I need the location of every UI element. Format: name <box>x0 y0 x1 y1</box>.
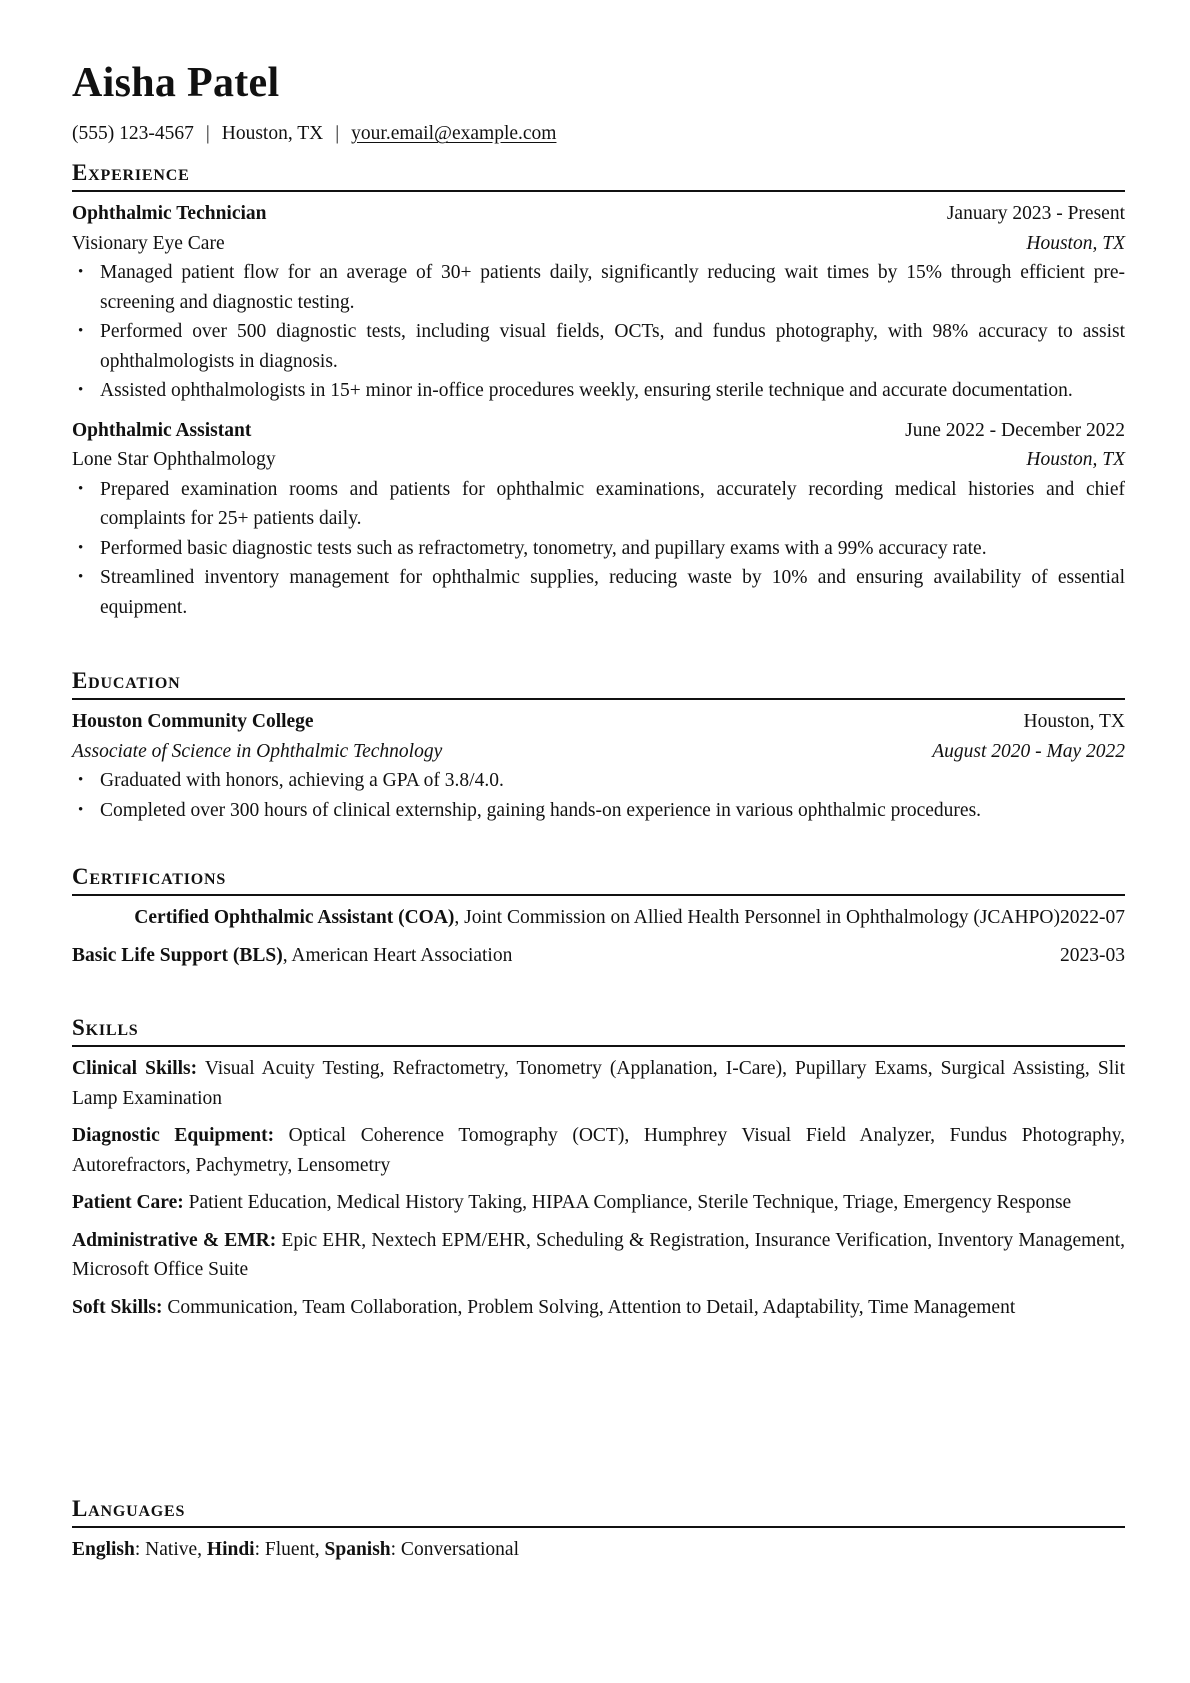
language-level: : Fluent, <box>254 1539 325 1560</box>
job-dates: January 2023 - Present <box>946 203 1125 224</box>
section-heading-experience: Experience <box>72 158 1125 192</box>
certification-date: 2023-03 <box>1060 944 1125 966</box>
bullet-item: • Performed basic diagnostic tests such as refractometry, tonometry, and pupillary exams with a 99% accuracy rate. <box>72 534 1125 564</box>
bullet-item: • Managed patient flow for an average of 30+ patients daily, significantly reducing wait times by 15% through efficient pre-screening and diagnostic testing. <box>72 258 1125 317</box>
skill-category <box>72 1188 1125 1218</box>
contact-location: Houston, TX <box>221 123 324 144</box>
bullet-list <box>72 475 1125 623</box>
section-heading-skills: Skills <box>72 1013 1125 1047</box>
candidate-name: Aisha Patel <box>72 60 280 106</box>
bullet-list <box>72 766 1125 825</box>
certification-issuer: , American Heart Association <box>282 944 513 966</box>
skill-values: Epic EHR, Nextech EPM/EHR, Scheduling & Registration, Insurance Verification, Inventory Management, Microsoft Office Suite <box>72 1229 1126 1280</box>
section-heading-education: Education <box>72 666 1125 700</box>
experience-entry <box>72 199 1125 406</box>
languages-line <box>72 1535 1125 1565</box>
skill-values: Visual Acuity Testing, Refractometry, Tonometry (Applanation, I-Care), Pupillary Exams, Surgical Assisting, Slit Lamp Examination <box>72 1058 1126 1109</box>
certification-entry <box>72 941 1125 971</box>
skill-values: Patient Education, Medical History Taking, HIPAA Compliance, Sterile Technique, Triage, Emergency Response <box>183 1192 1072 1213</box>
skill-label: Administrative & EMR: <box>72 1229 277 1251</box>
job-title: Ophthalmic Assistant <box>72 419 252 441</box>
bullet-item: • Assisted ophthalmologists in 15+ minor in-office procedures weekly, ensuring sterile technique and accurate documentation. <box>72 376 1125 406</box>
job-title: Ophthalmic Technician <box>72 203 267 224</box>
contact-line <box>72 122 556 146</box>
school-name: Houston Community College <box>72 711 314 732</box>
company-name: Lone Star Ophthalmology <box>72 449 276 470</box>
phone-number: (555) 123-4567 <box>72 123 194 144</box>
certification-entry <box>72 903 1125 933</box>
skill-category <box>72 1121 1125 1180</box>
languages-section <box>72 1494 1125 1565</box>
experience-entry <box>72 416 1125 623</box>
language-name: Spanish <box>324 1539 391 1560</box>
bullet-item: • Graduated with honors, achieving a GPA of 3.8/4.0. <box>72 766 1125 796</box>
job-location: Houston, TX <box>1026 232 1125 254</box>
skill-category <box>72 1226 1125 1285</box>
skill-values: Communication, Team Collaboration, Problem Solving, Attention to Detail, Adaptability, Time Management <box>162 1296 1016 1318</box>
section-heading-certifications: Certifications <box>72 862 1125 896</box>
separator: | <box>205 123 210 144</box>
section-heading-languages: Languages <box>72 1494 1125 1528</box>
email-link[interactable]: your.email@example.com <box>351 123 557 144</box>
education-section <box>72 666 1125 825</box>
company-name: Visionary Eye Care <box>72 232 225 254</box>
bullet-item: • Performed over 500 diagnostic tests, including visual fields, OCTs, and fundus photography, with 98% accuracy to assist ophthalmologists in diagnosis. <box>72 317 1125 376</box>
language-name: English <box>72 1539 135 1560</box>
bullet-item: • Completed over 300 hours of clinical externship, gaining hands-on experience in various ophthalmic procedures. <box>72 796 1125 826</box>
certification-name: Certified Ophthalmic Assistant (COA) <box>134 907 455 928</box>
education-entry <box>72 707 1125 825</box>
job-dates: June 2022 - December 2022 <box>905 419 1125 441</box>
skill-category <box>72 1054 1125 1113</box>
skill-label: Soft Skills: <box>72 1296 163 1318</box>
experience-section <box>72 158 1125 622</box>
certifications-section <box>72 862 1125 978</box>
degree: Associate of Science in Ophthalmic Technology <box>72 740 443 762</box>
skills-section <box>72 1013 1125 1330</box>
skill-category <box>72 1293 1125 1323</box>
school-location: Houston, TX <box>1023 711 1125 732</box>
bullet-item: • Streamlined inventory management for ophthalmic supplies, reducing waste by 10% and ensuring availability of essential equipment. <box>72 563 1125 622</box>
job-location: Houston, TX <box>1026 449 1125 470</box>
certification-name: Basic Life Support (BLS) <box>72 944 283 966</box>
certification-date: 2022-07 <box>1060 907 1125 928</box>
skill-label: Diagnostic Equipment: <box>72 1125 275 1146</box>
bullet-item: • Prepared examination rooms and patients for ophthalmic examinations, accurately recording medical histories and chief complaints for 25+ patients daily. <box>72 475 1125 534</box>
bullet-list <box>72 258 1125 406</box>
separator: | <box>335 123 340 144</box>
language-name: Hindi <box>206 1539 255 1560</box>
skill-label: Clinical Skills: <box>72 1058 198 1079</box>
certification-issuer: , Joint Commission on Allied Health Personnel in Ophthalmology (JCAHPO) <box>454 907 1060 928</box>
skill-values: Optical Coherence Tomography (OCT), Humphrey Visual Field Analyzer, Fundus Photography, Autorefractors, Pachymetry, Lensometry <box>72 1125 1125 1176</box>
language-level: : Native, <box>134 1539 207 1560</box>
education-dates: August 2020 - May 2022 <box>932 740 1125 762</box>
skill-label: Patient Care: <box>72 1192 184 1213</box>
language-level: : Conversational <box>390 1539 519 1560</box>
